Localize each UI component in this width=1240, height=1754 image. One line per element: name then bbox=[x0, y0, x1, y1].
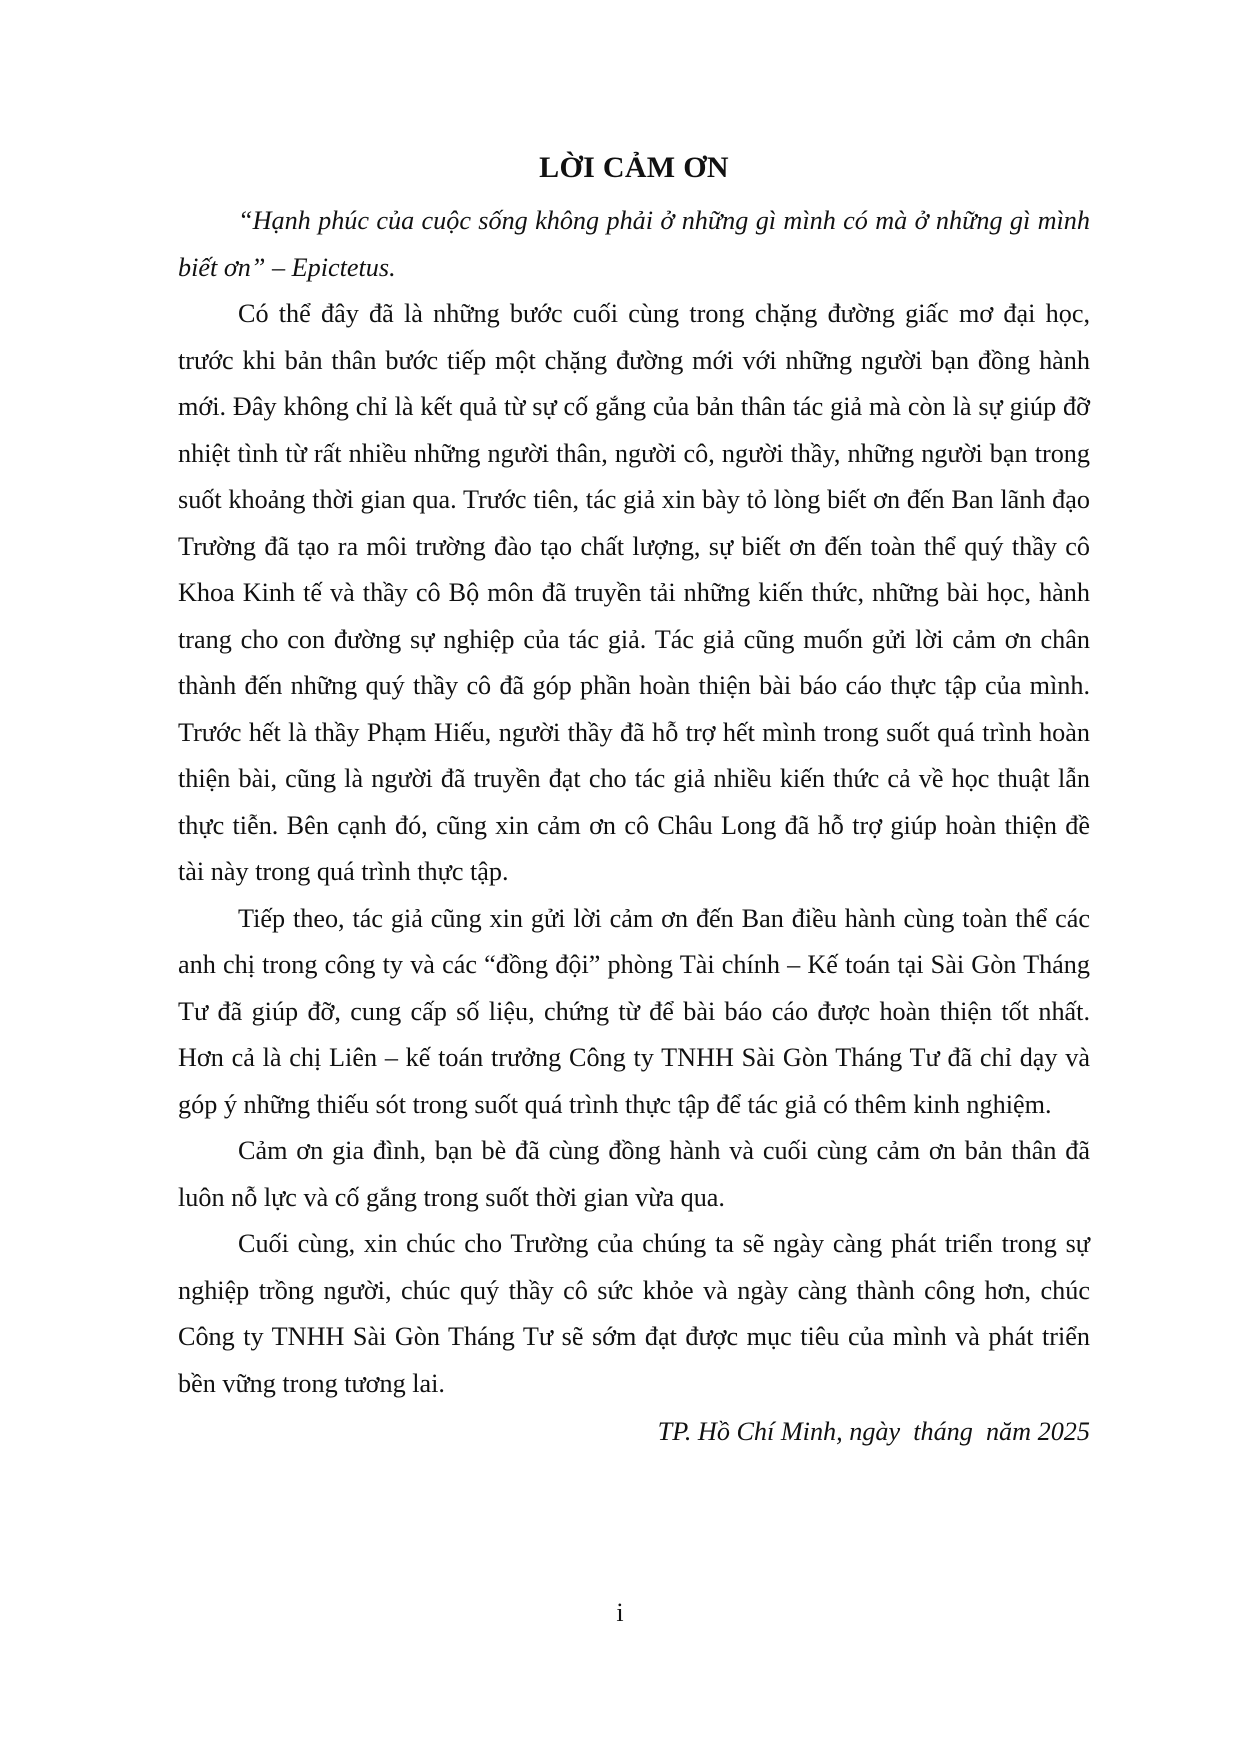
paragraph-2: Tiếp theo, tác giả cũng xin gửi lời cảm ơn đến Ban điều hành cùng toàn thể các anh chị trong công ty và các “đồng đội” phòng Tài chính – Kế toán tại Sài Gòn Tháng Tư đã giúp đỡ, cung cấp số liệu, chứng từ để bài báo cáo được hoàn thiện tốt nhất. Hơn cả là chị Liên – kế toán trưởng Công ty TNHH Sài Gòn Tháng Tư đã chỉ dạy và góp ý những thiếu sót trong suốt quá trình thực tập để tác giả có thêm kinh nghiệm. bbox=[178, 903, 1090, 1119]
page-number: i bbox=[616, 1598, 624, 1627]
page-title: LỜI CẢM ƠN bbox=[539, 151, 729, 184]
page-content bbox=[178, 148, 1090, 1456]
paragraph-3: Cảm ơn gia đình, bạn bè đã cùng đồng hành và cuối cùng cảm ơn bản thân đã luôn nỗ lực và cố gắng trong suốt thời gian vừa qua. bbox=[178, 1136, 1090, 1212]
epigraph-quote: “Hạnh phúc của cuộc sống không phải ở những gì mình có mà ở những gì mình biết ơn” – Epictetus. bbox=[178, 206, 1090, 282]
paragraph-1: Có thể đây đã là những bước cuối cùng trong chặng đường giấc mơ đại học, trước khi bản thân bước tiếp một chặng đường mới với những người bạn đồng hành mới. Đây không chỉ là kết quả từ sự cố gắng của bản thân tác giả mà còn là sự giúp đỡ nhiệt tình từ rất nhiều những người thân, người cô, người thầy, những người bạn trong suốt khoảng thời gian qua. Trước tiên, tác giả xin bày tỏ lòng biết ơn đến Ban lãnh đạo Trường đã tạo ra môi trường đào tạo chất lượng, sự biết ơn đến toàn thể quý thầy cô Khoa Kinh tế và thầy cô Bộ môn đã truyền tải những kiến thức, những bài học, hành trang cho con đường sự nghiệp của tác giả. Tác giả cũng muốn gửi lời cảm ơn chân thành đến những quý thầy cô đã góp phần hoàn thiện bài báo cáo thực tập của mình. Trước hết là thầy Phạm Hiếu, người thầy đã hỗ trợ hết mình trong suốt quá trình hoàn thiện bài, cũng là người đã truyền đạt cho tác giả nhiều kiến thức cả về học thuật lẫn thực tiễn. Bên cạnh đó, cũng xin cảm ơn cô Châu Long đã hỗ trợ giúp hoàn thiện đề tài này trong quá trình thực tập. bbox=[178, 299, 1090, 886]
signature-place-date: TP. Hồ Chí Minh, ngày tháng năm 2025 bbox=[657, 1417, 1090, 1446]
paragraph-4: Cuối cùng, xin chúc cho Trường của chúng ta sẽ ngày càng phát triển trong sự nghiệp trồng người, chúc quý thầy cô sức khỏe và ngày càng thành công hơn, chúc Công ty TNHH Sài Gòn Tháng Tư sẽ sớm đạt được mục tiêu của mình và phát triển bền vững trong tương lai. bbox=[178, 1229, 1090, 1398]
